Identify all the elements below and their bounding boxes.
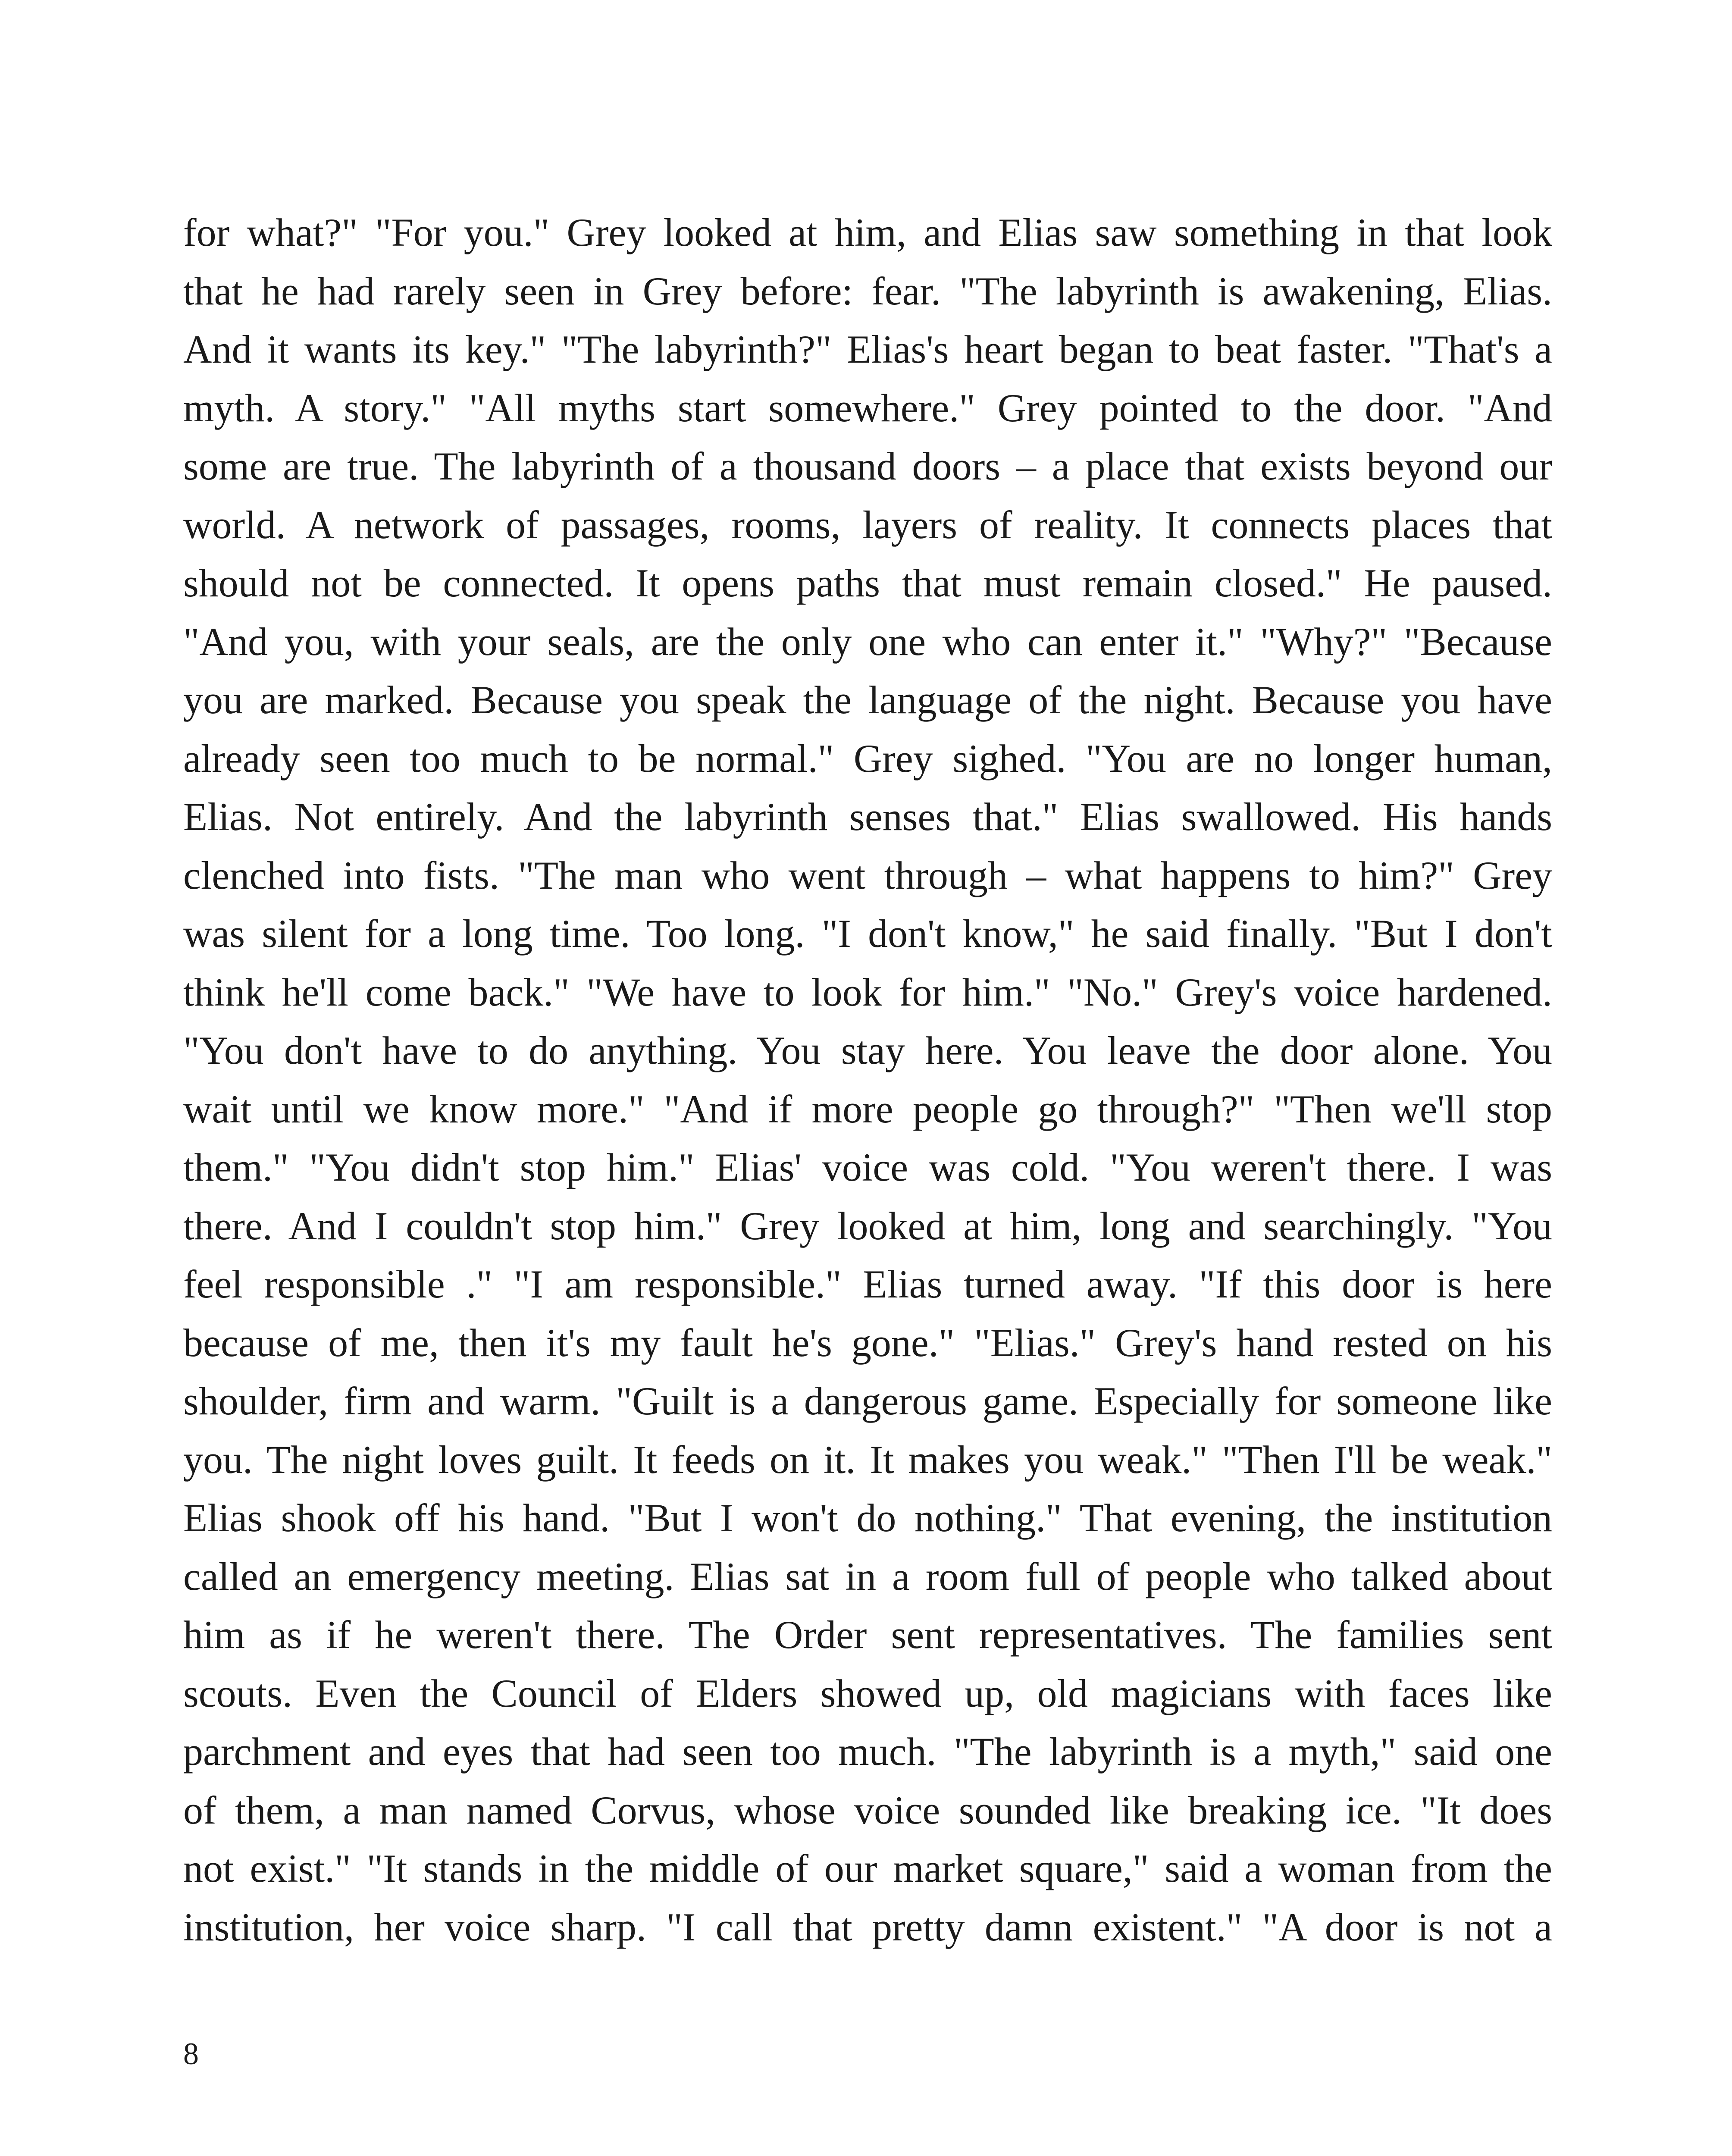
text-line: not exist." "It stands in the middle of our market square," said a woman from the xyxy=(183,1846,1552,1890)
text-line: clenched into fists. "The man who went through – what happens to him?" Grey xyxy=(183,853,1552,897)
text-line: "And you, with your seals, are the only one who can enter it." "Why?" "Because xyxy=(183,619,1552,664)
text-line: you. The night loves guilt. It feeds on it. It makes you weak." "Then I'll be weak." xyxy=(183,1437,1552,1482)
text-line: institution, her voice sharp. "I call that pretty damn existent." "A door is not a xyxy=(183,1905,1552,1949)
text-line: some are true. The labyrinth of a thousand doors – a place that exists beyond our xyxy=(183,444,1552,488)
text-line: think he'll come back." "We have to look for him." "No." Grey's voice hardened. xyxy=(183,970,1552,1014)
text-line: scouts. Even the Council of Elders showed up, old magicians with faces like xyxy=(183,1671,1552,1715)
page-number: 8 xyxy=(183,2037,199,2071)
text-line: already seen too much to be normal." Grey sighed. "You are no longer human, xyxy=(183,736,1552,780)
text-line: "You don't have to do anything. You stay here. You leave the door alone. You xyxy=(183,1028,1552,1072)
text-line: shoulder, firm and warm. "Guilt is a dangerous game. Especially for someone like xyxy=(183,1379,1552,1423)
text-line: world. A network of passages, rooms, layers of reality. It connects places that xyxy=(183,502,1552,547)
text-line: parchment and eyes that had seen too much. "The labyrinth is a myth," said one xyxy=(183,1730,1552,1774)
text-line: for what?" "For you." Grey looked at him, and Elias saw something in that look xyxy=(183,210,1552,254)
text-line: Elias. Not entirely. And the labyrinth senses that." Elias swallowed. His hands xyxy=(183,795,1552,839)
text-line: And it wants its key." "The labyrinth?" Elias's heart began to beat faster. "That's a xyxy=(183,327,1552,371)
text-line: myth. A story." "All myths start somewhere." Grey pointed to the door. "And xyxy=(183,385,1552,430)
body-text xyxy=(183,204,1552,1956)
text-line: that he had rarely seen in Grey before: fear. "The labyrinth is awakening, Elias. xyxy=(183,269,1552,313)
text-line: there. And I couldn't stop him." Grey looked at him, long and searchingly. "You xyxy=(183,1203,1552,1248)
text-line: of them, a man named Corvus, whose voice sounded like breaking ice. "It does xyxy=(183,1788,1552,1832)
text-line: because of me, then it's my fault he's gone." "Elias." Grey's hand rested on his xyxy=(183,1320,1552,1365)
text-line: wait until we know more." "And if more people go through?" "Then we'll stop xyxy=(183,1087,1552,1131)
text-line: you are marked. Because you speak the language of the night. Because you have xyxy=(183,678,1552,722)
text-line: them." "You didn't stop him." Elias' voice was cold. "You weren't there. I was xyxy=(183,1145,1552,1189)
text-line: him as if he weren't there. The Order sent representatives. The families sent xyxy=(183,1613,1552,1657)
text-line: should not be connected. It opens paths that must remain closed." He paused. xyxy=(183,561,1552,605)
text-line: called an emergency meeting. Elias sat in a room full of people who talked about xyxy=(183,1554,1552,1598)
text-line: Elias shook off his hand. "But I won't do nothing." That evening, the institution xyxy=(183,1496,1552,1540)
text-line: was silent for a long time. Too long. "I don't know," he said finally. "But I don't xyxy=(183,912,1552,956)
text-line: feel responsible ." "I am responsible." Elias turned away. "If this door is here xyxy=(183,1262,1552,1306)
